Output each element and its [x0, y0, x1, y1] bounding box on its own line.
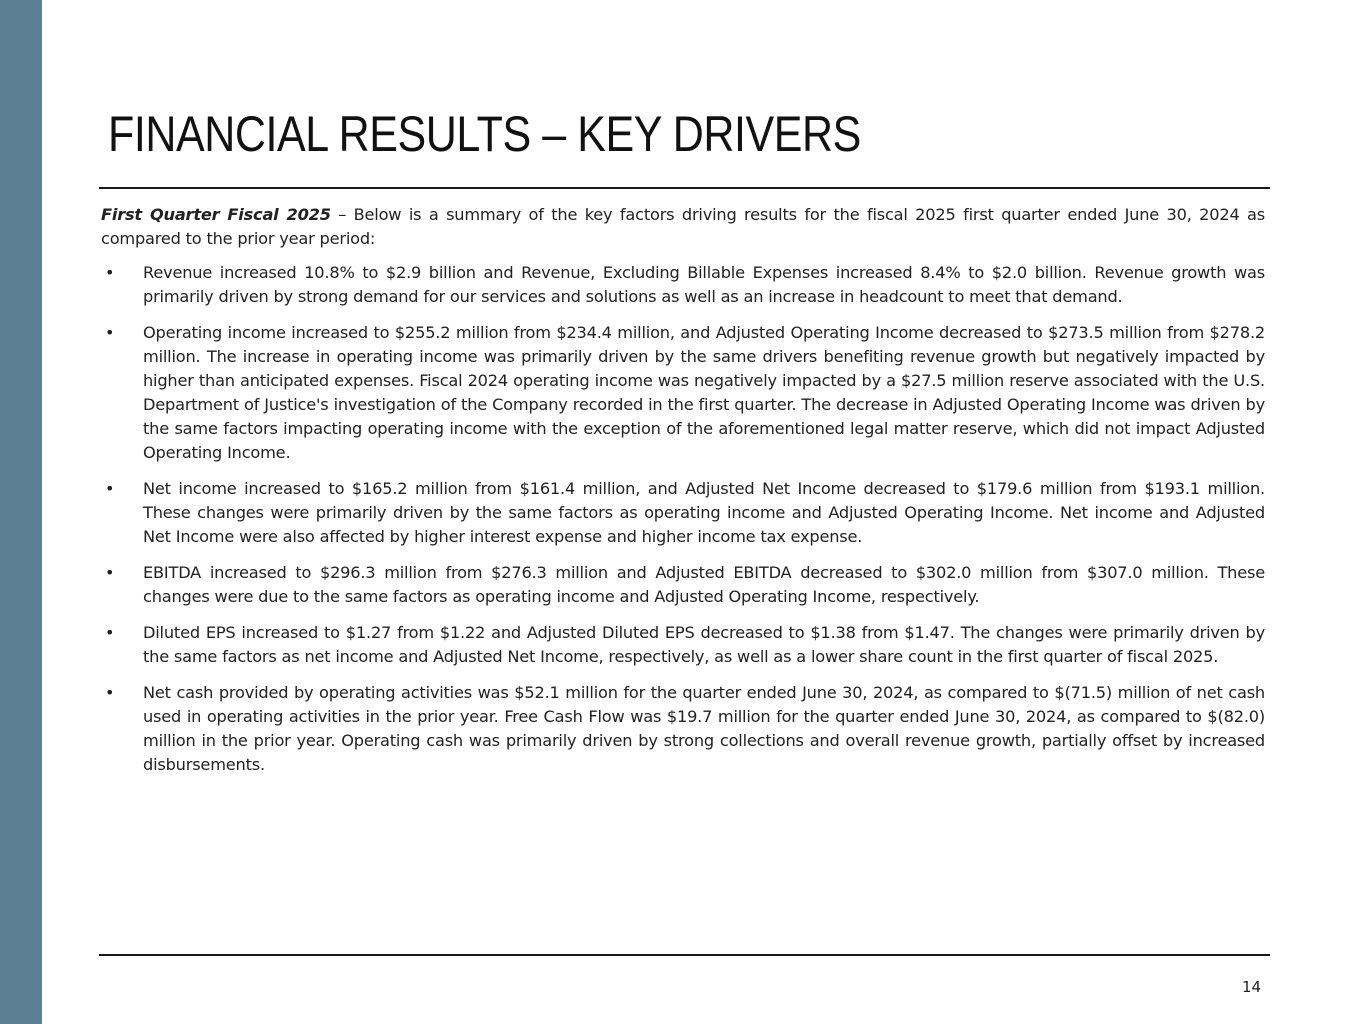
- bullet-text: Revenue increased 10.8% to $2.9 billion and Revenue, Excluding Billable Expenses increased 8.4% to $2.0 billion. Revenue growth was primarily driven by strong demand for our services and solutions as well as an increase in headcount to meet that demand.: [143, 263, 1265, 306]
- bullet-icon: •: [105, 683, 115, 702]
- bullet-text: Net income increased to $165.2 million from $161.4 million, and Adjusted Net Income decreased to $179.6 million from $193.1 million. These changes were primarily driven by the same factors as operating income and Adjusted Operating Income. Net income and Adjusted Net Income were also affected by higher interest expense and higher income tax expense.: [143, 479, 1265, 546]
- top-divider: [99, 187, 1270, 189]
- bottom-divider: [99, 954, 1270, 956]
- bullet-icon: •: [105, 263, 115, 282]
- intro-lead: First Quarter Fiscal 2025: [101, 205, 331, 224]
- bullet-revenue: [101, 261, 1265, 309]
- side-accent-bar: [0, 0, 42, 1024]
- bullet-text: Net cash provided by operating activities was $52.1 million for the quarter ended June 30, 2024, as compared to $(71.5) million of net cash used in operating activities in the prior year. Free Cash Flow was $19.7 million for the quarter ended June 30, 2024, as compared to $(82.0) million in the prior year. Operating cash was primarily driven by strong collections and overall revenue growth, partially offset by increased disbursements.: [143, 683, 1265, 774]
- page-number: 14: [1242, 978, 1262, 996]
- bullet-icon: •: [105, 563, 115, 582]
- bullet-operating-income: [101, 321, 1265, 465]
- bullet-ebitda: [101, 561, 1265, 609]
- intro-paragraph: [101, 203, 1265, 251]
- bullet-diluted-eps: [101, 621, 1265, 669]
- bullet-cash-flow: [101, 681, 1265, 777]
- bullet-text: EBITDA increased to $296.3 million from $276.3 million and Adjusted EBITDA decreased to $302.0 million from $307.0 million. These changes were due to the same factors as operating income and Adjusted Operating Income, respectively.: [143, 563, 1265, 606]
- bullet-text: Operating income increased to $255.2 million from $234.4 million, and Adjusted Operating Income decreased to $273.5 million from $278.2 million. The increase in operating income was primarily driven by the same drivers benefiting revenue growth but negatively impacted by higher than anticipated expenses. Fiscal 2024 operating income was negatively impacted by a $27.5 million reserve associated with the U.S. Department of Justice's investigation of the Company recorded in the first quarter. The decrease in Adjusted Operating Income was driven by the same factors impacting operating income with the exception of the aforementioned legal matter reserve, which did not impact Adjusted Operating Income.: [143, 323, 1265, 462]
- summary-content: [101, 203, 1265, 789]
- bullet-icon: •: [105, 323, 115, 342]
- page-title: FINANCIAL RESULTS – KEY DRIVERS: [108, 106, 861, 162]
- bullet-icon: •: [105, 479, 115, 498]
- key-drivers-list: [101, 261, 1265, 777]
- bullet-icon: •: [105, 623, 115, 642]
- intro-text: – Below is a summary of the key factors driving results for the fiscal 2025 first quarter ended June 30, 2024 as compared to the prior year period:: [101, 205, 1265, 248]
- bullet-net-income: [101, 477, 1265, 549]
- bullet-text: Diluted EPS increased to $1.27 from $1.22 and Adjusted Diluted EPS decreased to $1.38 from $1.47. The changes were primarily driven by the same factors as net income and Adjusted Net Income, respectively, as well as a lower share count in the first quarter of fiscal 2025.: [143, 623, 1265, 666]
